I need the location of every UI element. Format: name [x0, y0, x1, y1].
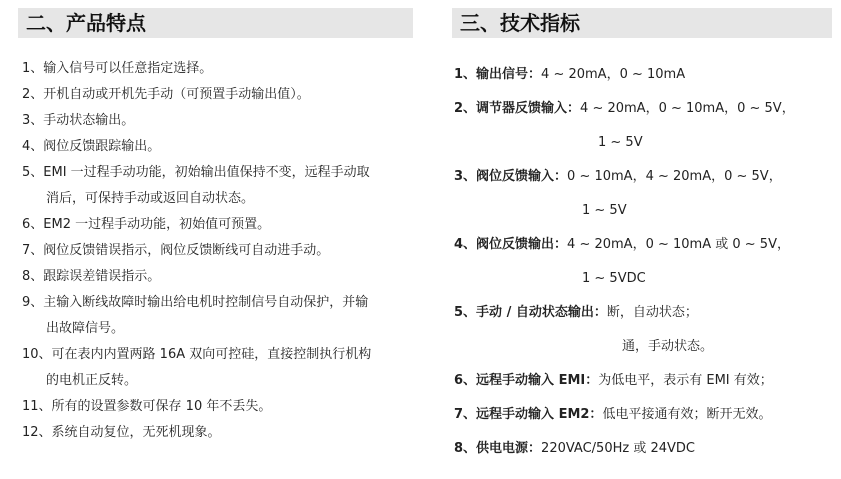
- spec-item-5: [454, 304, 698, 322]
- feature-item-10: 10、可在表内内置两路 16A 双向可控硅，直接控制执行机构: [22, 347, 372, 362]
- spec-label: 3、阀位反馈输入：: [454, 169, 568, 184]
- spec-label: 8、供电电源：: [454, 441, 542, 456]
- spec-value: 4 ~ 20mA，0 ~ 10mA，0 ~ 5V，: [580, 101, 795, 116]
- feature-item-5: 5、EMI 一过程手动功能，初始输出值保持不变，远程手动取: [22, 165, 370, 180]
- feature-item-9-cont: 出故障信号。: [46, 321, 125, 336]
- spec-value: 0 ~ 10mA，4 ~ 20mA，0 ~ 5V，: [567, 169, 782, 184]
- section-title: 二、产品特点: [26, 11, 146, 35]
- feature-item-12: 12、系统自动复位，无死机现象。: [22, 425, 221, 440]
- spec-value: 4 ~ 20mA，0 ~ 10mA 或 0 ~ 5V，: [567, 237, 790, 252]
- spec-item-3-cont: 1 ~ 5V: [582, 203, 627, 218]
- feature-item-11: 11、所有的设置参数可保存 10 年不丢失。: [22, 399, 272, 414]
- spec-item-7: [454, 406, 771, 424]
- spec-item-4: [454, 236, 790, 254]
- feature-item-5-cont: 消后，可保持手动或返回自动状态。: [46, 191, 255, 206]
- spec-label: 6、远程手动输入 EMI：: [454, 373, 599, 388]
- feature-item-7: 7、阀位反馈错误指示，阀位反馈断线可自动进手动。: [22, 243, 330, 258]
- spec-label: 5、手动 / 自动状态输出：: [454, 305, 607, 320]
- spec-label: 1、输出信号：: [454, 67, 542, 82]
- spec-value: 220VAC/50Hz 或 24VDC: [541, 441, 695, 456]
- section-title: 三、技术指标: [460, 11, 580, 35]
- spec-item-6: [454, 372, 773, 390]
- spec-item-5-cont: 通，手动状态。: [622, 339, 714, 354]
- spec-label: 2、调节器反馈输入：: [454, 101, 581, 116]
- spec-item-2: [454, 100, 795, 118]
- spec-label: 7、远程手动输入 EM2：: [454, 407, 603, 422]
- spec-value: 4 ~ 20mA，0 ~ 10mA: [541, 67, 686, 82]
- spec-item-2-cont: 1 ~ 5V: [598, 135, 643, 150]
- feature-item-2: 2、开机自动或开机先手动（可预置手动输出值）。: [22, 87, 310, 102]
- spec-item-8: [454, 440, 695, 458]
- spec-item-1: [454, 66, 685, 84]
- feature-item-8: 8、跟踪误差错误指示。: [22, 269, 161, 284]
- feature-item-1: 1、输入信号可以任意指定选择。: [22, 61, 213, 76]
- spec-value: 断，自动状态；: [606, 305, 698, 320]
- feature-item-6: 6、EM2 一过程手动功能，初始值可预置。: [22, 217, 271, 232]
- spec-value: 低电平接通有效；断开无效。: [602, 407, 772, 422]
- feature-item-3: 3、手动状态输出。: [22, 113, 135, 128]
- spec-label: 4、阀位反馈输出：: [454, 237, 568, 252]
- spec-item-3: [454, 168, 782, 186]
- feature-item-9: 9、主输入断线故障时输出给电机时控制信号自动保护，并输: [22, 295, 369, 310]
- spec-value: 为低电平，表示有 EMI 有效；: [598, 373, 773, 388]
- feature-item-4: 4、阀位反馈跟踪输出。: [22, 139, 161, 154]
- feature-item-10-cont: 的电机正反转。: [46, 373, 138, 388]
- spec-item-4-cont: 1 ~ 5VDC: [582, 271, 646, 286]
